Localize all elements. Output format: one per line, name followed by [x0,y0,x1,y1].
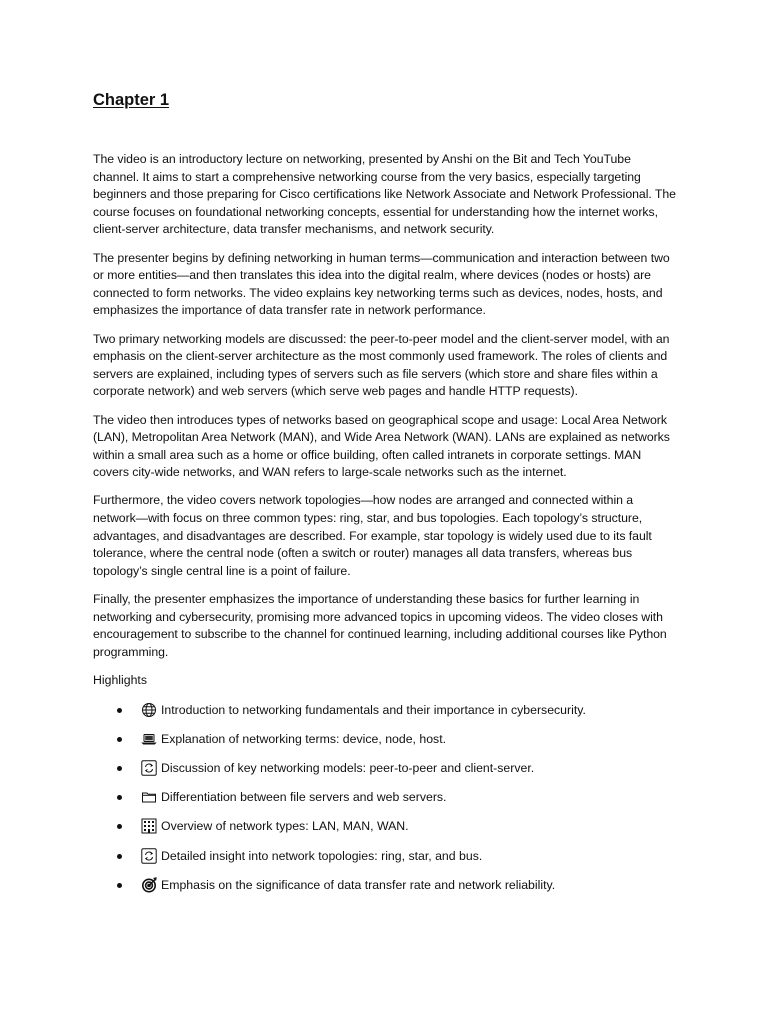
highlight-text: Differentiation between file servers and web servers. [161,790,447,805]
paragraph-network-types: The video then introduces types of networks based on geographical scope and usage: Local Area Network (LAN), Metropolitan Area Network (MAN), and Wide Area Network (WAN). LANs are explained as networks within a small area such as a home or office building, often called intranets in corporate settings. MAN covers city-wide networks, and WAN refers to large-scale networks such as the internet. [93,412,670,480]
highlight-item [93,788,678,806]
bullet-icon [117,766,122,771]
highlight-text: Detailed insight into network topologies: ring, star, and bus. [161,848,483,863]
document-page [93,88,678,892]
highlight-item [93,759,678,777]
bullet-icon [117,883,122,888]
highlight-text: Explanation of networking terms: device, node, host. [161,731,447,746]
cycle-arrows-icon [141,848,157,864]
highlights-heading: Highlights [93,673,147,687]
bullet-icon [117,854,122,859]
highlight-item [93,730,678,748]
laptop-icon [141,731,157,747]
bullet-icon [117,795,122,800]
paragraph-definition: The presenter begins by defining networking in human terms—communication and interaction between two or more entities—and then translates this idea into the digital realm, where devices (nodes or hosts) are connected to form networks. The video explains key networking terms such as devices, nodes, hosts, and emphasizes the importance of data transfer rate in network performance. [93,250,670,318]
highlight-item [93,817,678,835]
folder-icon [141,789,157,805]
chapter-title: Chapter 1 [93,91,170,109]
highlight-text: Introduction to networking fundamentals and their importance in cybersecurity. [161,702,586,717]
highlights-list [93,701,678,894]
bullet-icon [117,737,122,742]
paragraph-models: Two primary networking models are discussed: the peer-to-peer model and the client-server model, with an emphasis on the client-server architecture as the most commonly used framework. The roles of clients and servers are explained, including types of servers such as file servers (which store and share files within a corporate network) and web servers (which serve web pages and handle HTTP requests). [93,331,670,399]
bullet-icon [117,708,122,713]
highlight-item [93,701,678,719]
paragraph-intro: The video is an introductory lecture on networking, presented by Anshi on the Bit and Tech YouTube channel. It aims to start a comprehensive networking course from the very basics, especially targeting beginners and those preparing for Cisco certifications like Network Associate and Network Professional. The course focuses on foundational networking concepts, essential for understanding how the internet works, client-server architecture, data transfer mechanisms, and network security. [93,152,676,237]
highlight-item [93,876,678,894]
globe-icon [141,702,157,718]
bullet-icon [117,824,122,829]
cycle-arrows-icon [141,760,157,776]
city-building-icon [141,818,157,834]
target-icon [141,877,157,893]
highlight-text: Overview of network types: LAN, MAN, WAN. [161,819,409,834]
highlight-text: Discussion of key networking models: peer-to-peer and client-server. [161,760,535,775]
paragraph-topologies: Furthermore, the video covers network topologies—how nodes are arranged and connected within a network—with focus on three common types: ring, star, and bus topologies. Each topology’s structure, advantages, and disadvantages are described. For example, star topology is widely used due to its fault tolerance, where the central node (often a switch or router) manages all data transfers, whereas bus topology’s single central line is a point of failure. [93,493,652,578]
highlight-item [93,847,678,865]
paragraph-conclusion: Finally, the presenter emphasizes the importance of understanding these basics for further learning in networking and cybersecurity, promising more advanced topics in upcoming videos. The video closes with encouragement to subscribe to the channel for continued learning, including additional courses like Python programming. [93,592,667,659]
highlight-text: Emphasis on the significance of data transfer rate and network reliability. [161,877,556,892]
document-body [93,151,678,905]
